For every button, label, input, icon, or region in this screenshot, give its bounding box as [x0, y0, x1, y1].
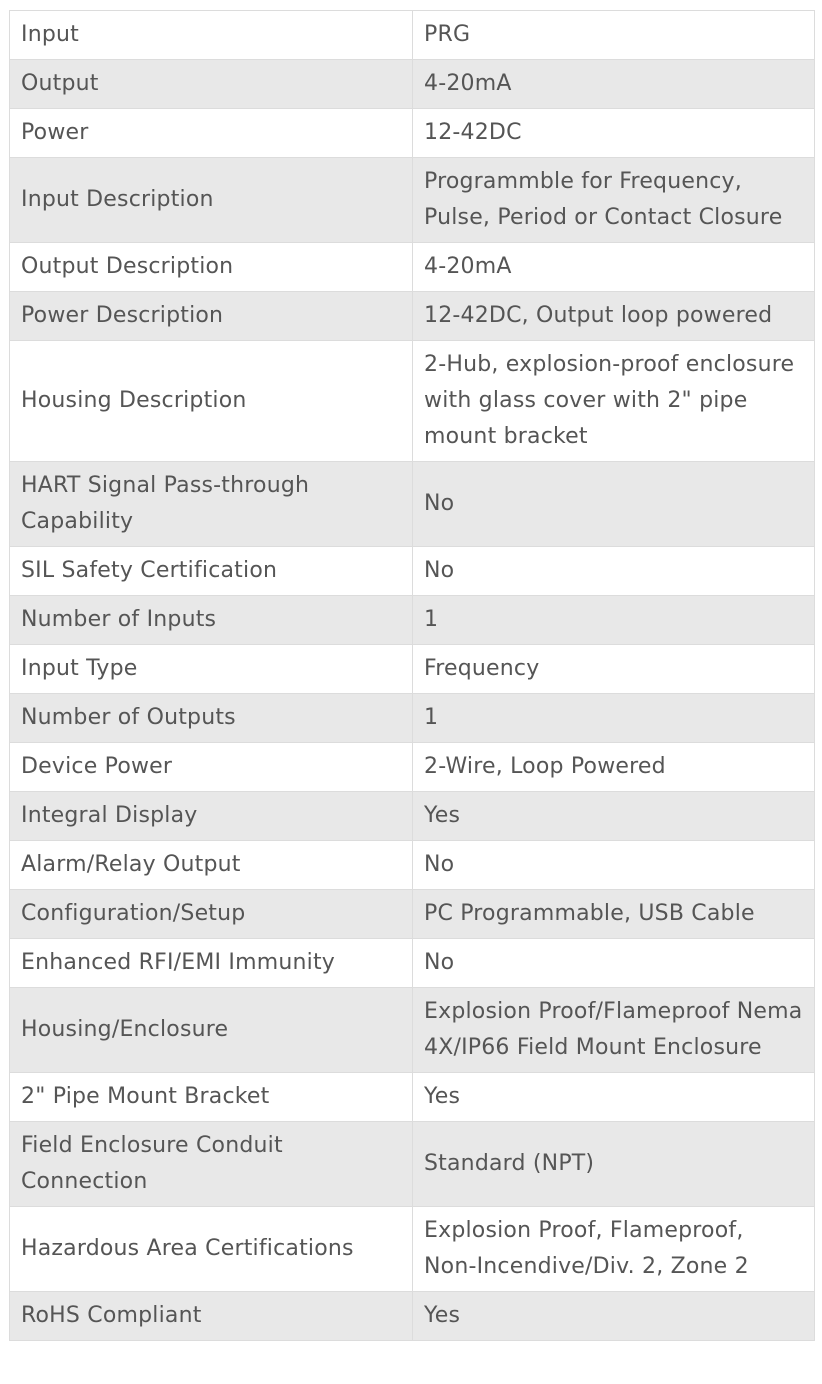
spec-row-power-description [10, 292, 815, 341]
spec-label: Power Description [10, 292, 413, 341]
spec-value: Programmble for Frequency, Pulse, Period or Contact Closure [413, 158, 815, 243]
spec-label: Input Type [10, 645, 413, 694]
spec-value: PRG [413, 11, 815, 60]
spec-label: HART Signal Pass-through Capability [10, 462, 413, 547]
spec-row-integral-display [10, 792, 815, 841]
spec-label: Enhanced RFI/EMI Immunity [10, 939, 413, 988]
spec-table-container [9, 10, 815, 1341]
spec-row-sil-certification [10, 547, 815, 596]
spec-value: 1 [413, 596, 815, 645]
spec-row-number-of-outputs [10, 694, 815, 743]
spec-label: RoHS Compliant [10, 1292, 413, 1341]
spec-value: 12-42DC, Output loop powered [413, 292, 815, 341]
spec-row-hart-pass-through [10, 462, 815, 547]
spec-value: 4-20mA [413, 60, 815, 109]
spec-row-alarm-relay-output [10, 841, 815, 890]
specifications-table [9, 10, 815, 1341]
spec-row-pipe-mount-bracket [10, 1073, 815, 1122]
spec-value: Yes [413, 1292, 815, 1341]
spec-row-configuration-setup [10, 890, 815, 939]
spec-label: Input Description [10, 158, 413, 243]
spec-value: No [413, 547, 815, 596]
spec-value: 4-20mA [413, 243, 815, 292]
specifications-table-body [10, 11, 815, 1341]
spec-value: 2-Hub, explosion-proof enclosure with glass cover with 2" pipe mount bracket [413, 341, 815, 462]
spec-value: Frequency [413, 645, 815, 694]
spec-label: Device Power [10, 743, 413, 792]
spec-row-rohs-compliant [10, 1292, 815, 1341]
spec-label: 2" Pipe Mount Bracket [10, 1073, 413, 1122]
spec-row-housing-description [10, 341, 815, 462]
spec-label: Input [10, 11, 413, 60]
spec-value: Standard (NPT) [413, 1122, 815, 1207]
spec-row-output [10, 60, 815, 109]
spec-label: Number of Outputs [10, 694, 413, 743]
spec-label: Output [10, 60, 413, 109]
spec-value: No [413, 939, 815, 988]
spec-label: Integral Display [10, 792, 413, 841]
spec-value: 1 [413, 694, 815, 743]
spec-label: Housing/Enclosure [10, 988, 413, 1073]
spec-label: Field Enclosure Conduit Connection [10, 1122, 413, 1207]
spec-row-device-power [10, 743, 815, 792]
spec-row-input [10, 11, 815, 60]
spec-row-input-type [10, 645, 815, 694]
spec-value: Yes [413, 792, 815, 841]
spec-label: Housing Description [10, 341, 413, 462]
spec-row-conduit-connection [10, 1122, 815, 1207]
spec-label: Hazardous Area Certifications [10, 1207, 413, 1292]
spec-value: Explosion Proof/Flameproof Nema 4X/IP66 Field Mount Enclosure [413, 988, 815, 1073]
spec-value: No [413, 841, 815, 890]
spec-label: Power [10, 109, 413, 158]
spec-value: 2-Wire, Loop Powered [413, 743, 815, 792]
spec-label: SIL Safety Certification [10, 547, 413, 596]
spec-label: Alarm/Relay Output [10, 841, 413, 890]
spec-row-housing-enclosure [10, 988, 815, 1073]
spec-label: Configuration/Setup [10, 890, 413, 939]
spec-value: No [413, 462, 815, 547]
spec-value: Yes [413, 1073, 815, 1122]
spec-row-rfi-emi-immunity [10, 939, 815, 988]
spec-row-input-description [10, 158, 815, 243]
spec-value: 12-42DC [413, 109, 815, 158]
spec-row-power [10, 109, 815, 158]
spec-label: Output Description [10, 243, 413, 292]
spec-value: Explosion Proof, Flameproof, Non-Incendive/Div. 2, Zone 2 [413, 1207, 815, 1292]
spec-row-output-description [10, 243, 815, 292]
spec-label: Number of Inputs [10, 596, 413, 645]
spec-row-number-of-inputs [10, 596, 815, 645]
spec-row-hazardous-area-certifications [10, 1207, 815, 1292]
spec-value: PC Programmable, USB Cable [413, 890, 815, 939]
